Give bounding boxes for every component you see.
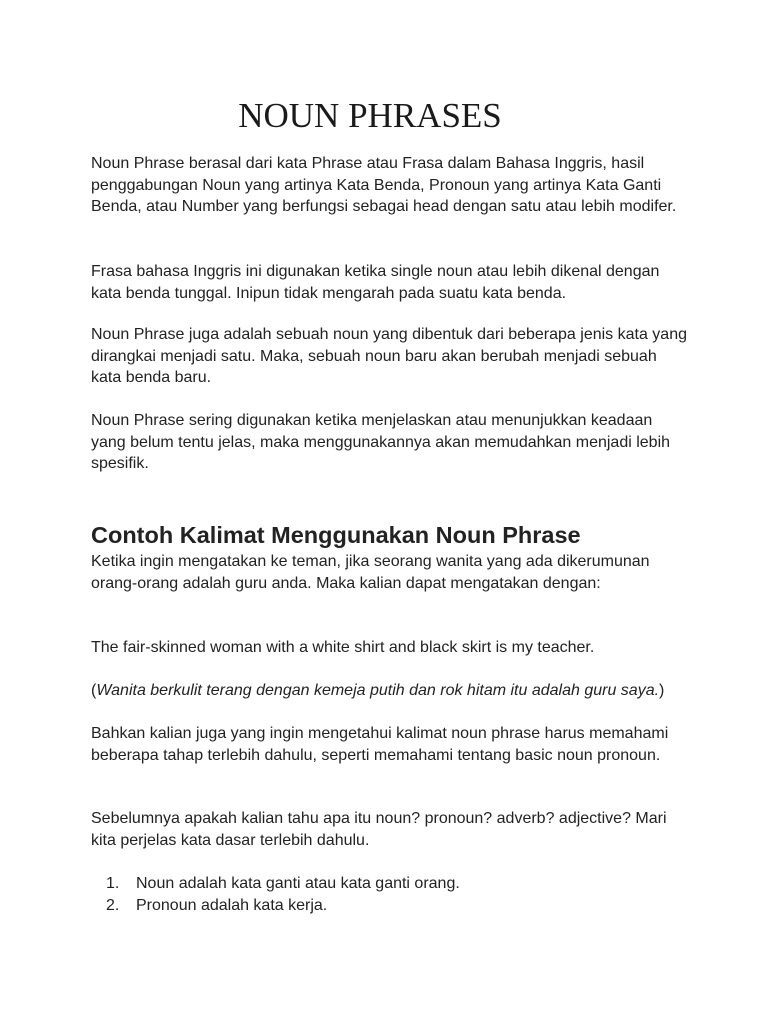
question-paragraph: Sebelumnya apakah kalian tahu apa itu noun? pronoun? adverb? adjective? Mari kita perjelas kata dasar terlebih dahulu. xyxy=(91,810,667,849)
list-item xyxy=(106,895,666,917)
paragraph-2: Frasa bahasa Inggris ini digunakan ketika single noun atau lebih dikenal dengan kata benda tunggal. Inipun tidak mengarah pada suatu kata benda. xyxy=(91,263,660,302)
document-title: NOUN PHRASES xyxy=(238,96,502,135)
paragraph-4: Noun Phrase sering digunakan ketika menjelaskan atau menunjukkan keadaan yang belum tentu jelas, maka menggunakannya akan memudahkan menjadi lebih spesifik. xyxy=(91,412,671,472)
section-heading: Contoh Kalimat Menggunakan Noun Phrase xyxy=(91,522,581,548)
list-item-number: 2. xyxy=(106,896,120,914)
translation xyxy=(91,680,691,702)
list-item xyxy=(106,873,666,895)
paragraph-after: Bahkan kalian juga yang ingin mengetahui kalimat noun phrase harus memahami beberapa tahap terlebih dahulu, seperti memahami tentang basic noun pronoun. xyxy=(91,725,669,764)
numbered-list xyxy=(106,873,666,916)
list-item-number: 1. xyxy=(106,875,120,892)
paragraph-1: Noun Phrase berasal dari kata Phrase atau Frasa dalam Bahasa Inggris, hasil penggabungan Noun yang artinya Kata Benda, Pronoun yang artinya Kata Ganti Benda, atau Number yang berfungsi sebagai head dengan satu atau lebih modifer. xyxy=(91,155,677,215)
example-sentence: The fair-skinned woman with a white shirt and black skirt is my teacher. xyxy=(91,639,595,656)
paragraph-3: Noun Phrase juga adalah sebuah noun yang dibentuk dari beberapa jenis kata yang dirangkai menjadi satu. Maka, sebuah noun baru akan berubah menjadi sebuah kata benda baru. xyxy=(91,326,687,386)
translation-open-paren: ( xyxy=(91,682,97,699)
translation-close-paren: ) xyxy=(659,682,665,699)
translation-text: Wanita berkulit terang dengan kemeja putih dan rok hitam itu adalah guru saya. xyxy=(96,682,660,699)
list-item-text: Pronoun adalah kata kerja. xyxy=(136,896,328,914)
list-item-text: Noun adalah kata ganti atau kata ganti orang. xyxy=(136,875,460,892)
section-intro: Ketika ingin mengatakan ke teman, jika seorang wanita yang ada dikerumunan orang-orang adalah guru anda. Maka kalian dapat mengatakan dengan: xyxy=(91,553,650,592)
